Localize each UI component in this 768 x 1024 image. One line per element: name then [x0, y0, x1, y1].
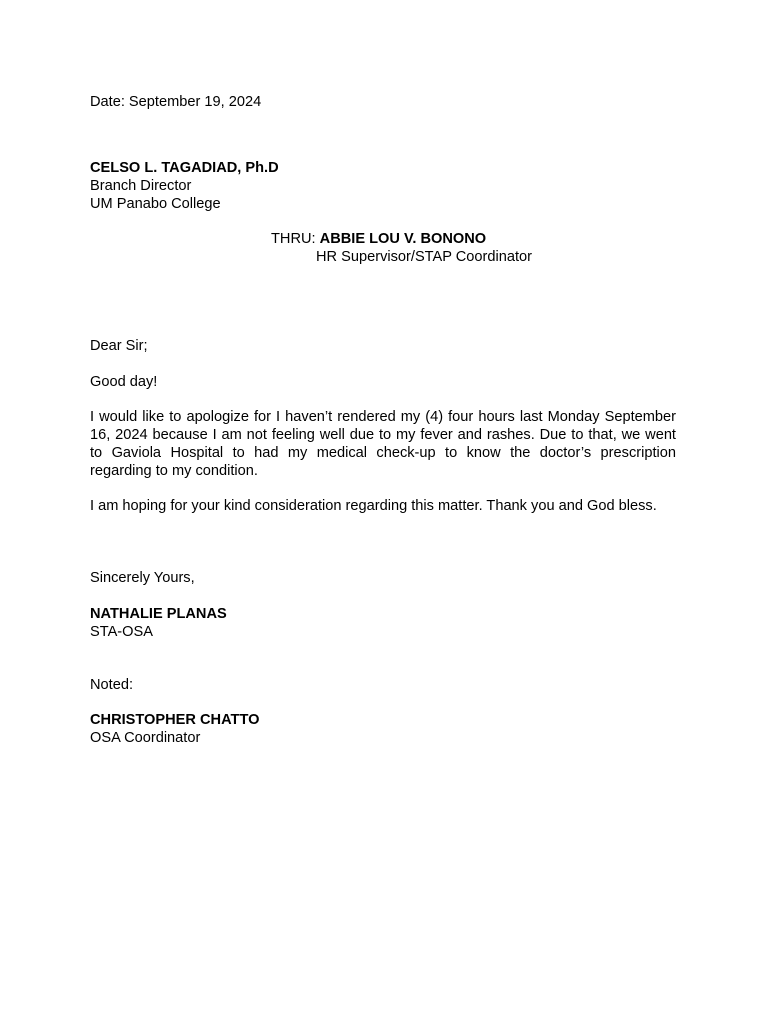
greeting: Good day!	[90, 374, 158, 390]
salutation: Dear Sir;	[90, 338, 148, 354]
body-paragraph: I am hoping for your kind consideration regarding this matter. Thank you and God bless.	[90, 498, 657, 514]
thru-line	[271, 230, 486, 248]
noted-by-name: CHRISTOPHER CHATTO	[90, 712, 260, 728]
letter-date: Date: September 19, 2024	[90, 94, 262, 110]
thru-title: HR Supervisor/STAP Coordinator	[316, 249, 533, 265]
recipient-name: CELSO L. TAGADIAD, Ph.D	[90, 160, 279, 176]
sender-role: STA-OSA	[90, 624, 153, 640]
sender-name: NATHALIE PLANAS	[90, 606, 227, 622]
noted-label: Noted:	[90, 677, 133, 693]
recipient-organization: UM Panabo College	[90, 196, 221, 212]
body-paragraph: I would like to apologize for I haven’t rendered my (4) four hours last Monday September 16, 2024 because I am not feeling well due to my fever and rashes. Due to that, we went to Gaviola Hospital to had my medical check-up to know the doctor’s prescription regarding to my condition.	[90, 409, 676, 479]
recipient-title: Branch Director	[90, 178, 192, 194]
closing: Sincerely Yours,	[90, 570, 195, 586]
thru-name: ABBIE LOU V. BONONO	[319, 231, 487, 247]
thru-prefix: THRU:	[271, 231, 320, 247]
noted-by-role: OSA Coordinator	[90, 730, 201, 746]
